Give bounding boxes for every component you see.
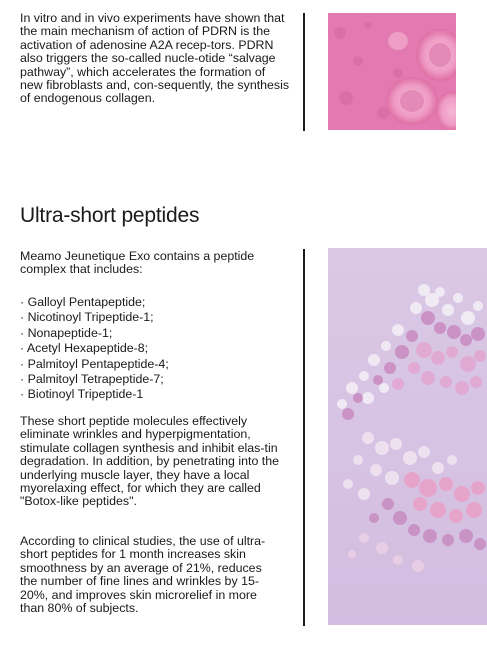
list-item: · Palmitoyl Tetrapeptide-7; — [20, 372, 164, 387]
peptide-molecule-image — [328, 248, 487, 625]
clinical-study-paragraph: According to clinical studies, the use of ultra-short peptides for 1 month increases skin smoothness by an average of 21%, reduces the number of fine lines and wrinkles by 15-20%, and improves skin microrelief in more than 80% of subjects. — [20, 534, 266, 616]
peptide-list — [20, 295, 169, 403]
divider-line-top — [303, 13, 305, 131]
list-item: · Galloyl Pentapeptide; — [20, 295, 146, 309]
pdrn-paragraph: In vitro and in vivo experiments have shown that the main mechanism of action of PDRN is the activation of adenosine A2A recep-tors. PDRN also triggers the so-called nucle-otide “salvage pathway”, which accelerates the formation of new fibroblasts and, con-sequently, the synthesis of endogenous collagen. — [20, 11, 290, 106]
peptide-effects-paragraph: These short peptide molecules effectively eliminate wrinkles and hyperpigmentation, stimulate collagen synthesis and inhibit elas-tin degradation. In addition, by penetrating into the underlying muscle layer, they have a local myorelaxing effect, for which they are called "Botox-like peptides". — [20, 414, 280, 509]
pink-cell-image — [328, 13, 456, 130]
list-item: · Palmitoyl Pentapeptide-4; — [20, 356, 169, 371]
list-item: · Biotinoyl Tripeptide-1 — [20, 387, 144, 402]
list-item: · Nonapeptide-1; — [20, 325, 113, 340]
list-item: · Nicotinoyl Tripeptide-1; — [20, 310, 154, 325]
peptide-intro-paragraph: Meamo Jeunetique Exo contains a peptide complex that includes: — [20, 249, 255, 277]
section-heading: Ultra-short peptides — [20, 204, 200, 227]
divider-line-bottom — [303, 249, 305, 626]
list-item: · Acetyl Hexapeptide-8; — [20, 341, 149, 356]
